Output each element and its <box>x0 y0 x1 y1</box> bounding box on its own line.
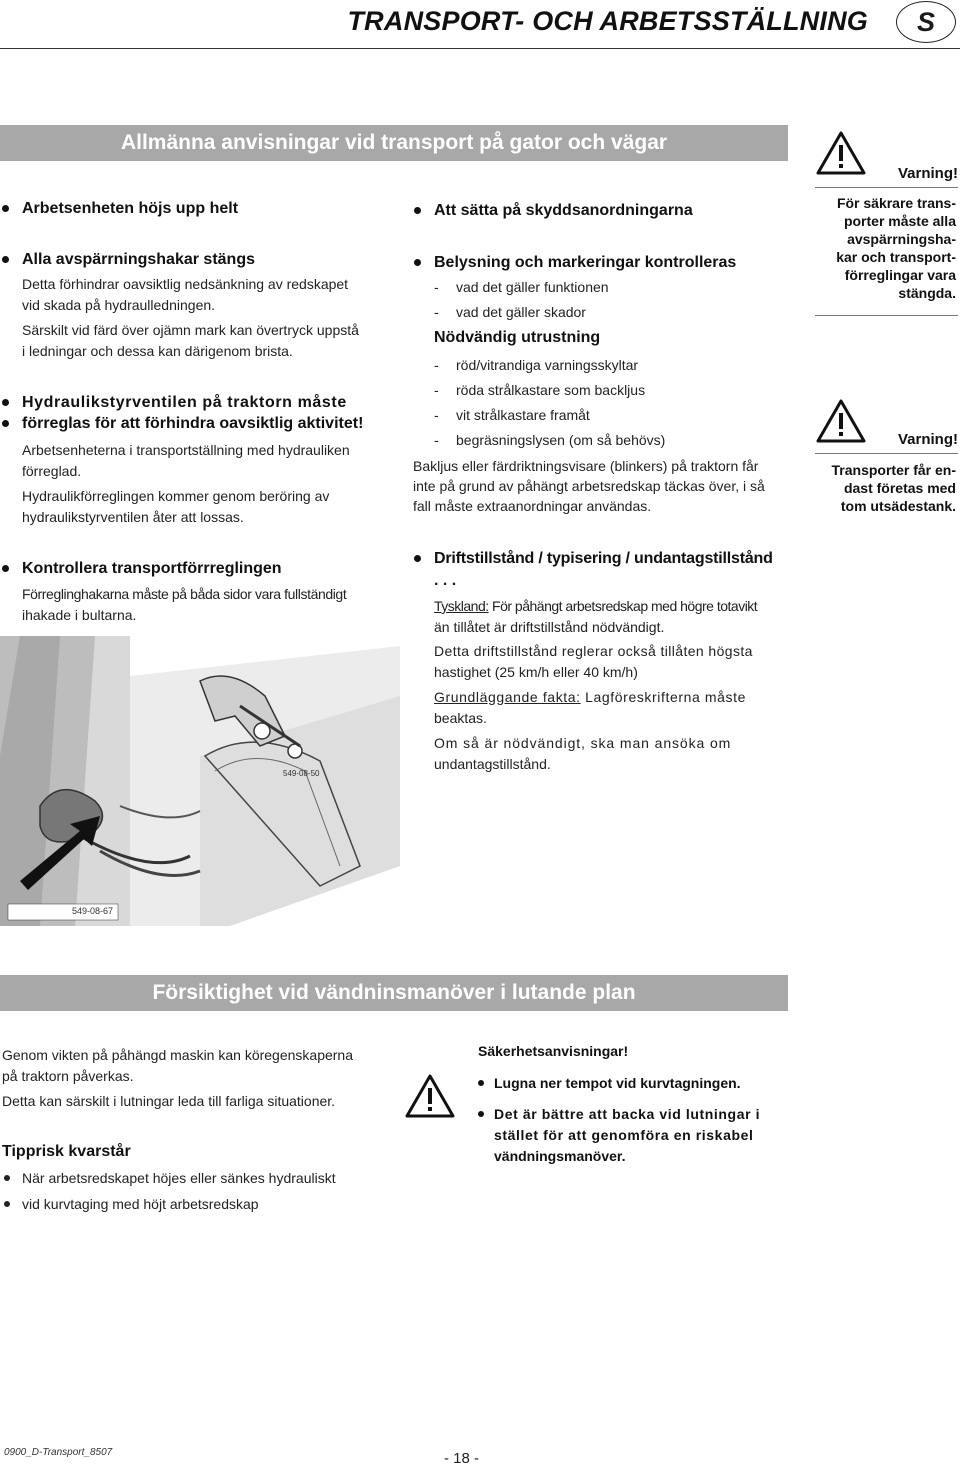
warning-line: dast företas med <box>843 480 956 496</box>
figure-label-2: 549-08-67 <box>72 906 114 916</box>
paragraph-line: ihakade i bultarna. <box>22 607 137 623</box>
label-tyskland: Tyskland: <box>434 598 489 614</box>
paragraph-line: fall måste extraanordningar användas. <box>413 498 652 514</box>
dash-marker: - <box>434 279 439 295</box>
header-divider <box>0 48 960 49</box>
bullet-tipprisk: vid kurvtaging med höjt arbetsredskap <box>22 1194 259 1215</box>
paragraph-line: Detta förhindrar oavsiktlig nedsänkning av redskapet <box>22 276 349 292</box>
paragraph-tyskland <box>434 596 757 617</box>
text-grundlaggande: Lagföreskrifterna måste <box>580 689 747 705</box>
dash-item <box>434 430 665 451</box>
warning-line: Transporter får en- <box>831 462 956 478</box>
paragraph-line: Genom vikten på påhängd maskin kan köregenskaperna <box>2 1047 353 1063</box>
bullet-hydraulikstyrventilen: Hydraulikstyrventilen på traktorn måste <box>22 394 347 411</box>
dash-text: begräsningslysen (om så behövs) <box>456 432 666 448</box>
bullet-tipprisk: När arbetsredskapet höjes eller sänkes hydrauliskt <box>22 1168 336 1189</box>
figure-label-1: 549-08-50 <box>283 769 320 778</box>
paragraph-line: undantagstillstånd. <box>434 756 551 772</box>
warning-triangle-icon <box>815 130 867 176</box>
warning-text-2 <box>832 461 956 515</box>
paragraph-grundlaggande <box>434 687 746 708</box>
safety-bullet: Lugna ner tempot vid kurvtagningen. <box>494 1073 741 1094</box>
dash-item <box>434 277 609 298</box>
paragraph-line: inte på grund av påhängt arbetsredskap täckas över, i så <box>413 478 765 494</box>
paragraph-line: Om så är nödvändigt, ska man ansöka om <box>434 735 732 751</box>
language-badge: S <box>896 1 956 43</box>
section-banner-vandning: Försiktighet vid vändninsmanöver i lutande plan <box>0 975 788 1011</box>
ellipsis: . . . <box>434 572 457 589</box>
paragraph-line: på traktorn påverkas. <box>2 1068 134 1084</box>
paragraph-line: Förreglinghakarna måste på båda sidor vara fullständigt <box>22 586 347 602</box>
dash-marker: - <box>434 382 439 398</box>
warning-line: tom utsädestank. <box>840 498 956 514</box>
dash-marker: - <box>434 407 439 423</box>
page-number: - 18 - <box>444 1450 480 1467</box>
paragraph-line: beaktas. <box>434 710 487 726</box>
paragraph-line: i ledningar och dessa kan därigenom brista. <box>22 343 293 359</box>
paragraph-line: Arbetsenheterna i transportställning med hydrauliken <box>22 442 350 458</box>
paragraph-line: än tillåtet är driftstillstånd nödvändigt. <box>434 619 665 635</box>
dash-item <box>434 405 590 426</box>
dash-text: röd/vitrandiga varningsskyltar <box>456 357 639 373</box>
paragraph-line: hastighet (25 km/h eller 40 km/h) <box>434 664 638 680</box>
subheading-tipprisk: Tipprisk kvarstår <box>2 1143 131 1160</box>
warning-line: stängda. <box>898 285 956 301</box>
side-divider <box>815 315 958 316</box>
safety-bullet: Det är bättre att backa vid lutningar i <box>494 1104 760 1125</box>
warning-triangle-icon <box>815 398 867 444</box>
dash-item <box>434 380 645 401</box>
dash-marker: - <box>434 432 439 448</box>
label-grundlaggande: Grundläggande fakta: <box>434 689 581 705</box>
paragraph-line: förreglad. <box>22 463 82 479</box>
section-banner-transport: Allmänna anvisningar vid transport på gator och vägar <box>0 125 788 161</box>
paragraph-line: Bakljus eller färdriktningsvisare (blinkers) på traktorn får <box>413 458 759 474</box>
warning-label-2: Varning! <box>898 431 959 448</box>
bullet-arbetsenheten: Arbetsenheten höjs upp helt <box>22 200 239 217</box>
paragraph-line: hydraulikstyrventilen åter att lossas. <box>22 509 244 525</box>
dash-text: vad det gäller funktionen <box>456 279 609 295</box>
side-divider <box>815 187 958 188</box>
paragraph-line: Detta kan särskilt i lutningar leda till farliga situationer. <box>2 1093 336 1109</box>
bullet-avsparrningshakar: Alla avspärrningshakar stängs <box>22 251 255 268</box>
warning-triangle-icon <box>404 1073 456 1119</box>
warning-line: För säkrare trans- <box>836 195 956 211</box>
warning-text-1 <box>836 194 956 302</box>
document-code: 0900_D-Transport_8507 <box>4 1447 113 1458</box>
paragraph-line: vid skada på hydraulledningen. <box>22 297 216 313</box>
dash-text: vad det gäller skador <box>456 304 586 320</box>
locking-hook-illustration <box>0 636 400 936</box>
bullet-kontrollera: Kontrollera transportförrreglingen <box>22 560 282 577</box>
paragraph-line: Detta driftstillstånd reglerar också tillåten högsta <box>434 643 753 659</box>
safety-bullet-continuation: vändningsmanöver. <box>494 1148 626 1164</box>
bullet-continuation-text: förreglas för att förhindra oavsiktlig aktivitet! <box>22 415 364 432</box>
bullet-belysning: Belysning och markeringar kontrolleras <box>434 254 737 271</box>
safety-bullet-continuation: stället för att genomföra en riskabel <box>494 1127 754 1143</box>
text-tyskland: För påhängt arbetsredskap med högre totavikt <box>488 598 758 614</box>
bullet-driftstillstand: Driftstillstånd / typisering / undantagstillstånd <box>434 550 773 567</box>
warning-line: förreglingar vara <box>844 267 956 283</box>
paragraph-line: Hydraulikförreglingen kommer genom beröring av <box>22 488 330 504</box>
warning-label-1: Varning! <box>898 165 959 182</box>
warning-line: kar och transport- <box>836 249 956 265</box>
dash-marker: - <box>434 304 439 320</box>
side-divider <box>815 453 958 454</box>
page-title: TRANSPORT- OCH ARBETSSTÄLLNING <box>347 6 868 36</box>
warning-line: porter måste alla <box>843 213 956 229</box>
bullet-skyddsanordningar: Att sätta på skyddsanordningarna <box>434 202 693 219</box>
dash-text: röda strålkastare som backljus <box>456 382 646 398</box>
dash-item <box>434 302 586 323</box>
dash-text: vit strålkastare framåt <box>456 407 590 423</box>
subheading-nodvandig: Nödvändig utrustning <box>434 329 601 346</box>
paragraph-line: Särskilt vid färd över ojämn mark kan övertryck uppstå <box>22 322 359 338</box>
bullet-continuation <box>22 413 363 434</box>
dash-marker: - <box>434 357 439 373</box>
warning-line: avspärrningsha- <box>847 231 956 247</box>
safety-title: Säkerhetsanvisningar! <box>478 1043 629 1059</box>
dash-item <box>434 355 638 376</box>
